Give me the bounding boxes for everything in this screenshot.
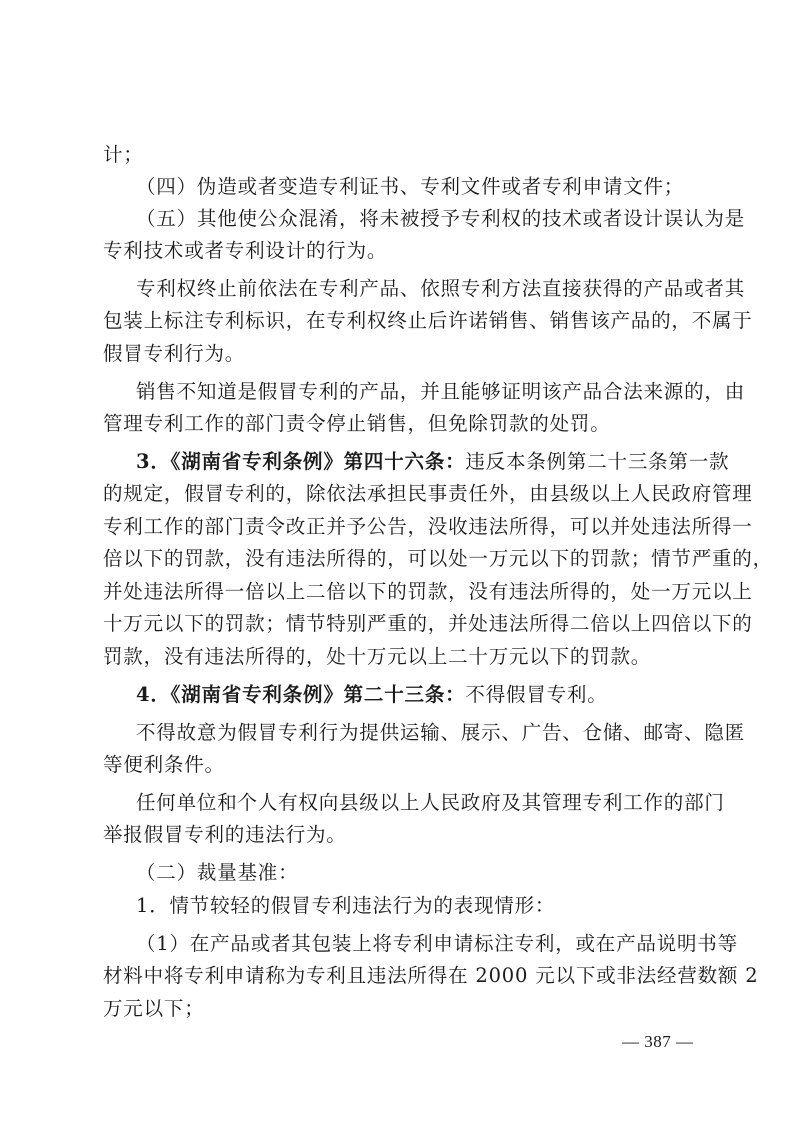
article-heading: 3．《湖南省专利条例》第四十六条： — [136, 450, 466, 473]
text-line: 等便利条件。 — [103, 753, 225, 776]
text-line: 管理专利工作的部门责令停止销售，但免除罚款的处罚。 — [103, 412, 611, 435]
article-line — [136, 449, 729, 475]
section-heading: （二）裁量基准： — [136, 861, 299, 884]
text-line: 举报假冒专利的违法行为。 — [103, 823, 347, 846]
text-line: 销售不知道是假冒专利的产品，并且能够证明该产品合法来源的，由 — [136, 380, 746, 403]
text-line: （1）在产品或者其包装上将专利申请标注专利，或在产品说明书等 — [136, 932, 738, 955]
text-line: 任何单位和个人有权向县级以上人民政府及其管理专利工作的部门 — [136, 791, 725, 814]
text-line: （五）其他使公众混淆，将未被授予专利权的技术或者设计误认为是 — [136, 207, 746, 230]
text-line: 并处违法所得一倍以上二倍以下的罚款，没有违法所得的，处一万元以上 — [103, 580, 753, 603]
text-line: 1．情节较轻的假冒专利违法行为的表现情形： — [136, 894, 556, 917]
text-line: 不得故意为假冒专利行为提供运输、展示、广告、仓储、邮寄、隐匿 — [136, 721, 746, 744]
article-line — [136, 682, 608, 708]
text-line: （四）伪造或者变造专利证书、专利文件或者专利申请文件； — [136, 175, 685, 198]
article-heading: 4．《湖南省专利条例》第二十三条： — [136, 683, 466, 706]
text-line: 十万元以下的罚款；情节特别严重的，并处违法所得二倍以上四倍以下的 — [103, 612, 753, 635]
text-line: 倍以下的罚款，没有违法所得的，可以处一万元以下的罚款；情节严重的， — [103, 547, 773, 570]
text-line: 的规定，假冒专利的，除依法承担民事责任外，由县级以上人民政府管理 — [103, 482, 753, 505]
text-line: 包装上标注专利标识，在专利权终止后许诺销售、销售该产品的，不属于 — [103, 309, 753, 332]
article-text: 不得假冒专利。 — [465, 683, 608, 706]
article-text: 违反本条例第二十三条第一款 — [465, 450, 730, 473]
text-line: 专利工作的部门责令改正并予公告，没收违法所得，可以并处违法所得一 — [103, 515, 753, 538]
text-line: 假冒专利行为。 — [103, 342, 246, 365]
text-line: 专利技术或者专利设计的行为。 — [103, 239, 388, 262]
text-line: 万元以下； — [103, 997, 205, 1020]
text-line: 材料中将专利申请称为专利且违法所得在 2000 元以下或非法经营数额 2 — [103, 964, 759, 987]
text-line: 计； — [103, 143, 144, 166]
page-number: — 387 — — [622, 1032, 694, 1051]
text-line: 专利权终止前依法在专利产品、依照专利方法直接获得的产品或者其 — [136, 277, 746, 300]
text-line: 罚款，没有违法所得的，处十万元以上二十万元以下的罚款。 — [103, 645, 652, 668]
